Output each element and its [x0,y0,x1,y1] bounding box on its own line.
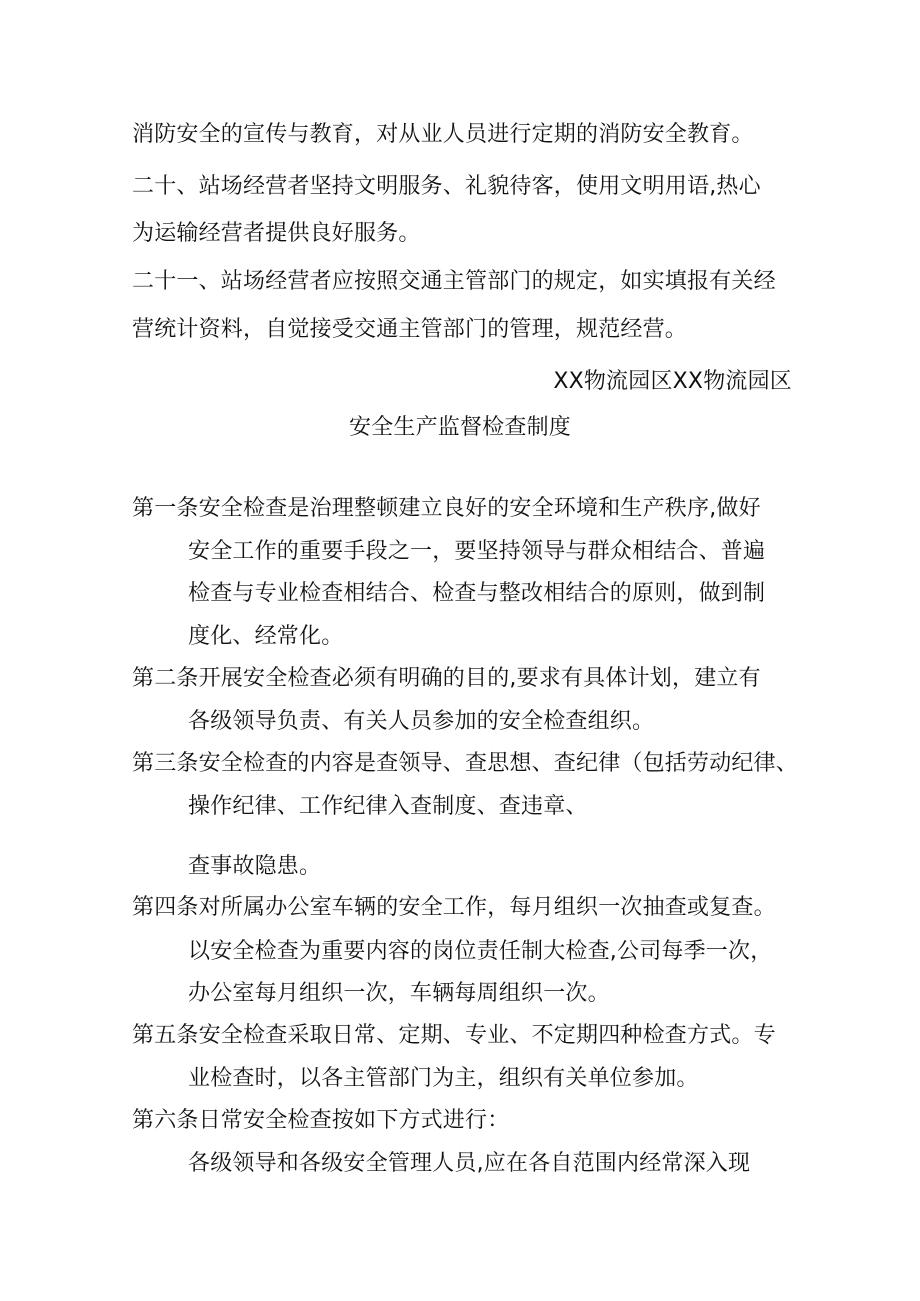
article-4-line: 办公室每月组织一次，车辆每周组织一次。 [188,981,610,1006]
intro-line: 二十一、站场经营者应按照交通主管部门的规定，如实填报有关经 [132,269,776,294]
article-2-line: 第二条开展安全检查必须有明确的目的,要求有具体计划，建立有 [132,666,761,691]
article-1-line: 度化、经常化。 [188,624,344,649]
article-4-line: 以安全检查为重要内容的岗位责任制大检查,公司每季一次， [188,939,773,964]
article-3-line: 查事故隐患。 [188,854,322,879]
intro-line: 为运输经营者提供良好服务。 [132,221,421,246]
article-1-line: 检查与专业检查相结合、检查与整改相结合的原则，做到制 [188,581,766,606]
intro-line: 营统计资料，自觉接受交通主管部门的管理，规范经营。 [132,317,688,342]
doc-title: 安全生产监督检查制度 [348,415,571,440]
article-5-line: 业检查时，以各主管部门为主，组织有关单位参加。 [188,1066,699,1091]
article-1-line: 安全工作的重要手段之一，要坚持领导与群众相结合、普遍 [188,539,766,564]
intro-line: 二十、站场经营者坚持文明服务、礼貌待客，使用文明用语,热心 [132,174,761,199]
article-3-line: 第三条安全检查的内容是查领导、查思想、查纪律（包括劳动纪律、 [132,751,799,776]
article-4-line: 第四条对所属办公室车辆的安全工作，每月组织一次抽查或复查。 [132,895,776,920]
article-6-line: 第六条日常安全检查按如下方式进行： [132,1108,510,1133]
article-3-line: 操作纪律、工作纪律入查制度、查违章、 [188,794,588,819]
article-1-line: 第一条安全检查是治理整顿建立良好的安全环境和生产秩序,做好 [132,496,761,521]
article-5-line: 第五条安全检查采取日常、定期、专业、不定期四种检查方式。专 [132,1023,776,1048]
intro-line: 消防安全的宣传与教育，对从业人员进行定期的消防安全教育。 [132,122,754,147]
signature: XX物流园区XX物流园区 [553,369,792,394]
article-2-line: 各级领导负责、有关人员参加的安全检查组织。 [188,709,655,734]
article-6-line: 各级领导和各级安全管理人员,应在各自范围内经常深入现 [188,1151,751,1176]
